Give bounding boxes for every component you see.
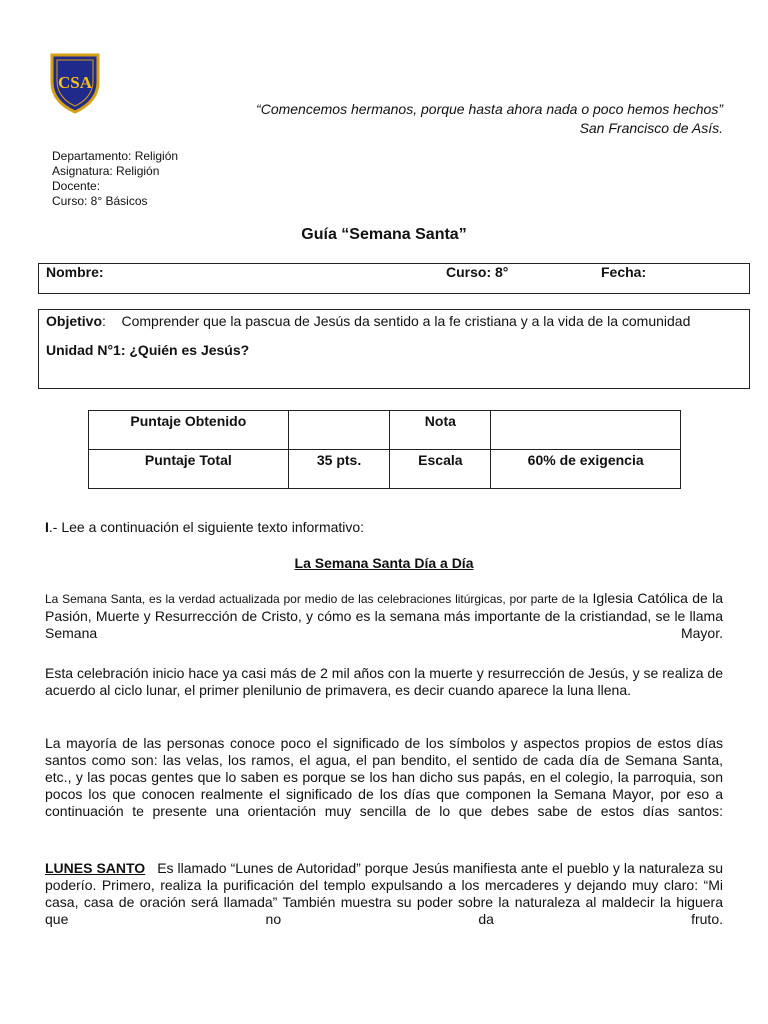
unit-title: Unidad N°1: ¿Quién es Jesús? bbox=[46, 342, 250, 358]
table-cell: Nota bbox=[390, 411, 491, 450]
section-text: .- Lee a continuación el siguiente texto informativo: bbox=[48, 519, 365, 535]
name-field-label[interactable]: Nombre: bbox=[46, 264, 104, 280]
table-cell: Escala bbox=[390, 450, 491, 489]
paragraph-origin: Esta celebración inicio hace ya casi más de 2 mil años con la muerte y resurrección de Jesús, y se realiza de acuerdo al ciclo lunar, el primer plenilunio de primavera, es decir cuando aparece la luna llena. bbox=[45, 665, 723, 698]
quote-text: “Comencemos hermanos, porque hasta ahora nada o poco hemos hechos” bbox=[256, 101, 723, 117]
course-field-label[interactable]: Curso: 8° bbox=[446, 264, 509, 280]
section-number: I bbox=[45, 519, 49, 535]
date-field-label[interactable]: Fecha: bbox=[601, 264, 647, 280]
logo-letters: CSA bbox=[57, 73, 93, 92]
reading-subtitle: La Semana Santa Día a Día bbox=[294, 555, 474, 571]
objective-text: Comprender que la pascua de Jesús da sentido a la fe cristiana y a la vida de la comunidad bbox=[121, 313, 691, 329]
student-info-box bbox=[38, 263, 750, 294]
epigraph-quote bbox=[256, 100, 723, 138]
department-line: Departamento: Religión bbox=[52, 149, 179, 163]
school-crest-logo bbox=[48, 52, 102, 114]
objective-box bbox=[38, 309, 750, 389]
section-instruction bbox=[45, 519, 364, 535]
holy-monday-text: Es llamado “Lunes de Autoridad” porque Jesús manifiesta ante el pueblo y la naturaleza su poderío. Primero, realiza la purificación del templo expulsando a los mercaderes y dejando muy claro: “Mi casa, casa de oración será llamada” También muestra su poder sobre la naturaleza al maldecir la higuera que no da fruto. bbox=[45, 860, 723, 927]
objective-label: Objetivo bbox=[46, 313, 103, 329]
table-row bbox=[89, 411, 681, 450]
paragraph-intro-lead: La Semana Santa, es la verdad actualizada por medio de las celebraciones litúrgicas, por parte de la bbox=[45, 592, 589, 606]
quote-author: San Francisco de Asís. bbox=[579, 120, 723, 136]
holy-monday-heading: LUNES SANTO bbox=[45, 860, 146, 876]
course-info-block bbox=[52, 149, 178, 209]
score-table bbox=[88, 410, 681, 489]
course-line: Curso: 8° Básicos bbox=[52, 194, 148, 208]
guide-title: Guía “Semana Santa” bbox=[301, 226, 467, 243]
table-row bbox=[89, 450, 681, 489]
table-cell: 60% de exigencia bbox=[491, 450, 681, 489]
paragraph-intro bbox=[45, 590, 723, 642]
paragraph-symbols: La mayoría de las personas conoce poco el significado de los símbolos y aspectos propios de estos días santos como son: las velas, los ramos, el agua, el pan bendito, el sentido de cada día de Semana Santa, etc., y las pocas gentes que lo saben es porque se los han dicho sus papás, en el colegio, la parroquia, son pocos los que conocen realmente el significado de los días que componen la Semana Mayor, por eso a continuación te presente una orientación muy sencilla de lo que debes sabe de estos días santos: bbox=[45, 735, 723, 819]
table-cell[interactable] bbox=[491, 411, 681, 450]
table-cell: 35 pts. bbox=[288, 450, 390, 489]
subject-line: Asignatura: Religión bbox=[52, 164, 160, 178]
table-cell: Puntaje Total bbox=[89, 450, 289, 489]
teacher-line: Docente: bbox=[52, 179, 101, 193]
table-cell[interactable] bbox=[288, 411, 390, 450]
table-cell: Puntaje Obtenido bbox=[89, 411, 289, 450]
paragraph-holy-monday bbox=[45, 860, 723, 928]
objective-paragraph: Objetivo: Comprender que la pascua de Jesús da sentido a la fe cristiana y a la vida de la comunidad bbox=[46, 313, 691, 329]
paragraph-intro-rest: Iglesia Católica de la Pasión, Muerte y Resurrección de Cristo, y cómo es la semana más importante de la cristiandad, se le llama Semana Mayor. bbox=[45, 590, 724, 641]
